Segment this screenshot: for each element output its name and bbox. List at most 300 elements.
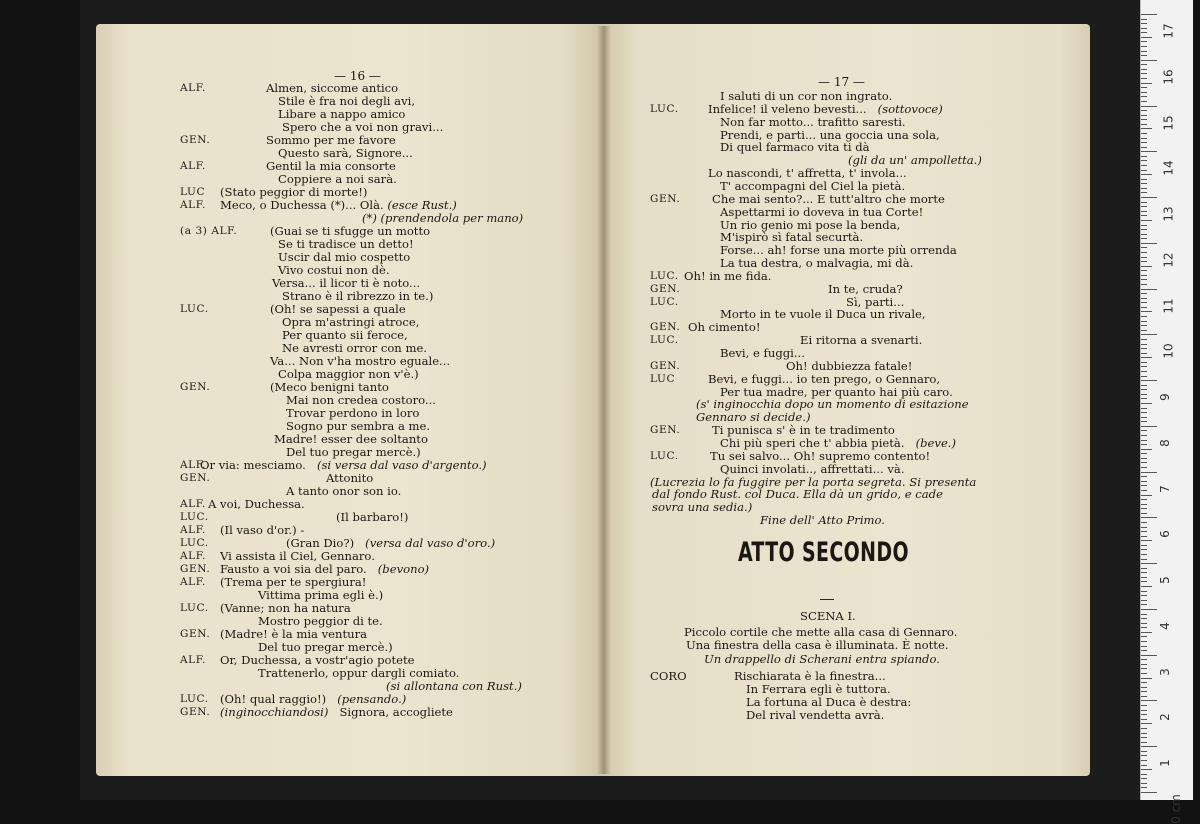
ruler-tick [1141,733,1147,734]
speaker-label: LUC. [650,269,679,282]
ruler-tick [1141,604,1147,605]
ruler-number: 6 [1157,530,1172,539]
book-spine [597,26,611,774]
verse-line: Ne avresti orror con me. [282,341,427,355]
speaker-label: LUC. [650,334,679,347]
verse-line: Attonito [326,471,374,485]
ruler-tick [1141,348,1147,349]
ruler-tick [1141,440,1147,441]
ruler-tick [1141,586,1152,587]
speaker-label: GEN. [180,628,211,640]
ruler-tick [1141,508,1147,509]
speaker-label: ALF. [180,199,206,211]
speaker-label: GEN. [180,381,211,393]
ruler-tick [1141,385,1147,386]
speaker-label: GEN. [180,134,211,146]
ruler-tick [1141,101,1147,102]
ruler-tick [1141,28,1147,29]
ruler-tick [1141,545,1147,546]
stage-direction: (*) (prendendola per mano) [362,211,524,225]
ruler-tick [1141,257,1147,258]
ruler-tick [1141,668,1147,669]
verse-line: Per tua madre, per quanto hai più caro. [720,384,953,399]
ruler-tick [1141,691,1147,692]
ruler-tick [1141,353,1147,354]
speaker-label: ALF. [180,550,206,562]
ruler-tick [1141,87,1147,88]
ruler-tick [1141,746,1157,747]
ruler-tick [1141,700,1157,701]
ruler-tick [1141,202,1147,203]
ruler-tick [1141,687,1147,688]
speaker-label: GEN. [650,192,681,205]
ruler-tick [1141,755,1147,756]
ruler-tick [1141,435,1147,436]
verse-line: Almen, siccome antico [266,81,399,95]
ruler-number: 1 [1157,759,1172,768]
stage-direction: Fine dell' Atto Primo. [760,513,885,528]
verse-line: Un rio genio mi pose la benda, [720,217,901,232]
verse-line: T' accompagni del Ciel la pietà. [720,178,906,193]
ruler-tick [1141,678,1152,679]
ruler-tick [1141,96,1147,97]
ruler-tick [1141,357,1152,358]
speaker-label: GEN. [650,424,681,437]
ruler-tick [1141,467,1147,468]
ruler-tick [1141,774,1147,775]
ruler-tick [1141,453,1147,454]
verse-line: Versa... il licor ti è noto... [272,276,421,290]
ruler-number: 14 [1161,160,1176,176]
speaker-label: GEN. [650,321,681,334]
verse-line: Questo sarà, Signore... [278,146,413,160]
ruler-tick [1141,636,1147,637]
ruler-tick [1141,316,1147,317]
ruler-tick [1141,247,1147,248]
ruler-tick [1141,270,1147,271]
speaker-label: ALF. [180,160,206,172]
ruler-tick [1141,760,1147,761]
ruler-tick [1141,69,1147,70]
ruler-number: 17 [1161,23,1176,39]
verse-line: Colpa maggior non v'è.) [278,367,419,381]
ruler-tick [1141,298,1147,299]
ruler-tick [1141,549,1147,550]
ruler-tick [1141,513,1147,514]
ruler-tick [1141,119,1147,120]
ruler-tick [1141,366,1147,367]
ruler-tick [1141,778,1147,779]
verse-line: A voi, Duchessa. [208,497,305,511]
ruler-tick [1141,394,1147,395]
ruler-tick [1141,55,1147,56]
speaker-label: GEN. [180,472,211,484]
ruler-tick [1141,238,1147,239]
verse-line: Libare a nappo amico [278,107,406,121]
verse-line: Vi assista il Ciel, Gennaro. [220,549,375,563]
speaker-label: ALF. [180,82,206,94]
ruler-tick [1141,472,1157,473]
stage-direction: sovra una sedia.) [652,500,753,515]
ruler-tick [1141,234,1147,235]
ruler-number: 8 [1157,439,1172,447]
ruler-number: 4 [1157,622,1172,630]
speaker-label: GEN. [180,563,211,575]
ruler-tick [1141,197,1157,198]
speaker-label: LUC [650,372,676,385]
verse-line: Rischiarata è la finestra... [734,669,886,683]
ruler-tick [1141,344,1147,345]
ruler-tick [1141,133,1147,134]
ruler-tick [1141,192,1147,193]
ruler-tick [1141,60,1157,61]
ruler-tick [1141,458,1147,459]
speaker-label: CORO [650,669,687,683]
ruler-tick [1141,490,1147,491]
verse-line: Strano è il ribrezzo in te.) [282,289,434,303]
verse-line: (Trema per te spergiura! [220,575,367,589]
ruler-number: 12 [1161,252,1176,268]
ruler-tick [1141,600,1147,601]
ruler-tick [1141,577,1147,578]
ruler-number: 15 [1161,114,1176,131]
ruler-tick [1141,179,1147,180]
ruler-tick [1141,307,1147,308]
ruler-tick [1141,714,1147,715]
ruler-tick [1141,330,1147,331]
verse-line: Va... Non v'ha mostro eguale... [270,354,451,368]
ruler-tick [1141,719,1147,720]
ruler-tick [1141,279,1147,280]
ruler-tick [1141,398,1147,399]
ruler-number: 9 [1157,393,1172,401]
ruler-tick [1141,462,1147,463]
ruler-tick [1141,380,1157,381]
verse-line: Mostro peggior di te. [258,614,383,628]
speaker-label: LUC. [180,303,209,315]
verse-line: Del rival vendetta avrà. [746,708,885,722]
verse-line: Spero che a voi non gravi... [282,120,444,134]
ruler-tick [1141,591,1147,592]
ruler-tick [1141,371,1147,372]
ruler-tick [1141,481,1147,482]
ruler-tick [1141,627,1147,628]
verse-line: Opra m'astringi atroce, [282,315,420,329]
verse-line: M'ispirò sì fatal securtà. [720,230,864,245]
ruler-tick [1141,321,1147,322]
speaker-label: GEN. [650,359,681,372]
ruler-tick [1141,618,1147,619]
verse-line: In Ferrara egli è tuttora. [746,682,891,696]
speaker-label: LUC. [180,602,209,614]
verse-line: Gentil la mia consorte [266,159,396,173]
ruler-tick [1141,696,1147,697]
ruler-tick [1141,517,1157,518]
ruler-tick [1141,147,1147,148]
ruler-tick [1141,444,1147,445]
speaker-label: (a 3) ALF. [180,225,238,237]
verse-line: Ei ritorna a svenarti. [800,333,923,348]
ruler-tick [1141,476,1147,477]
ruler-tick [1141,705,1147,706]
verse-line: Mai non credea costoro... [286,393,436,407]
verse-line: Del tuo pregar mercè.) [258,640,393,654]
ruler-tick [1141,614,1147,615]
ruler-tick [1141,554,1147,555]
ruler-tick [1141,92,1147,93]
ruler-tick [1141,572,1147,573]
ruler-number: 7 [1157,484,1172,493]
verse-line: Aspettarmi io doveva in tua Corte! [720,204,924,219]
divider [820,599,834,600]
verse-line: Bevi, e fuggi... io ten prego, o Gennaro, [708,371,941,386]
ruler-tick [1141,765,1147,766]
ruler-tick [1141,174,1152,175]
verse-line: Prendi, e parti... una goccia una sola, [720,127,940,142]
ruler-tick [1141,527,1147,528]
verse-line: Or, Duchessa, a vostr'agio potete [220,653,415,667]
speaker-label: GEN. [650,282,681,295]
ruler-tick [1141,389,1147,390]
act-heading: ATTO SECONDO [738,537,910,568]
verse-line: (Guai se ti sfugge un motto [270,224,431,238]
ruler-tick [1141,495,1152,496]
ruler-tick [1141,673,1147,674]
ruler-tick [1141,540,1152,541]
right-page [604,24,1090,776]
ruler-tick [1141,138,1147,139]
ruler-tick [1141,362,1147,363]
ruler-tick [1141,46,1147,47]
verse-line: Coppiere a noi sarà. [278,172,397,186]
stage-direction: (s' inginocchia dopo un momento di esitazione [696,397,969,412]
ruler-tick [1141,421,1147,422]
ruler-tick [1141,417,1147,418]
ruler-tick [1141,78,1147,79]
verse-line: Lo nascondi, t' affretta, t' invola... [708,166,907,181]
ruler-number: 13 [1161,206,1176,222]
ruler-tick [1141,650,1147,651]
verse-line: Per quanto sii feroce, [282,328,408,342]
verse-line: (Meco benigni tanto [270,380,389,394]
verse-line: Se ti tradisce un detto! [278,237,414,251]
ruler-tick [1141,531,1147,532]
ruler-number: 3 [1157,667,1172,676]
speaker-label: LUC. [650,102,679,115]
ruler-number: 11 [1161,297,1176,314]
ruler-tick [1141,334,1157,335]
ruler-tick [1141,64,1147,65]
stage-direction: (Lucrezia lo fa fuggire per la porta segreta. Si presenta [650,474,977,489]
stage-direction: (si allontana con Rust.) [386,679,522,693]
ruler-tick [1141,41,1147,42]
ruler-tick [1141,751,1147,752]
ruler-tick [1141,275,1147,276]
ruler-tick [1141,742,1147,743]
ruler-tick [1141,14,1157,15]
ruler-tick [1141,115,1147,116]
verse-line: Oh! in me fida. [684,268,772,283]
stage-direction: Un drappello di Scherani entra spiando. [704,652,940,666]
ruler-tick [1141,710,1147,711]
verse-line: Stile è fra noi degli avi, [278,94,416,108]
ruler-tick [1141,51,1147,52]
ruler-tick [1141,568,1147,569]
ruler-tick [1141,211,1147,212]
verse-line: Fausto a voi sia del paro. (bevono) [220,562,430,576]
verse-line: Madre! esser dee soltanto [274,432,428,446]
ruler-tick [1141,769,1152,770]
scene-description: Una finestra della casa è illuminata. È notte. [686,638,949,652]
speaker-label: ALF. [180,459,206,471]
ruler-tick [1141,37,1152,38]
verse-line: Sì, parti... [846,294,905,309]
ruler-tick [1141,73,1147,74]
speaker-label: LUC [180,186,206,198]
ruler-tick [1141,229,1147,230]
verse-line: Infelice! il veleno bevesti... (sottovoce) [708,101,943,116]
page-number: — 16 — [334,69,381,83]
ruler-tick [1141,641,1147,642]
ruler-tick [1141,243,1157,244]
ruler-number: 16 [1161,69,1176,85]
verse-line: A tanto onor son io. [286,484,402,498]
ruler-tick [1141,261,1147,262]
ruler-tick [1141,165,1147,166]
ruler-tick [1141,787,1147,788]
ruler-tick [1141,289,1157,290]
verse-line: (Oh! se sapessi a quale [270,302,406,316]
speaker-label: ALF. [180,524,206,536]
ruler-tick [1141,151,1157,152]
ruler-tick [1141,128,1152,129]
ruler-tick [1141,19,1147,20]
ruler-tick [1141,284,1147,285]
scene-description: Piccolo cortile che mette alla casa di Gennaro. [684,625,958,639]
verse-line: Or via: mesciamo. (si versa dal vaso d'argento.) [200,458,487,472]
ruler-tick [1141,403,1152,404]
verse-line: Trattenerlo, oppur dargli comiato. [258,666,460,680]
verse-line: (Stato peggior di morte!) [220,185,368,199]
ruler-tick [1141,659,1147,660]
verse-line: Tu sei salvo... Oh! supremo contento! [710,448,931,463]
ruler-tick [1141,220,1152,221]
speaker-label: LUC. [650,295,679,308]
ruler-tick [1141,215,1147,216]
ruler-tick [1141,106,1157,107]
ruler-tick [1141,563,1157,564]
verse-line: Uscir dal mio cospetto [278,250,411,264]
ruler-tick [1141,522,1147,523]
verse-line: In te, cruda? [828,281,903,296]
ruler-tick [1141,426,1157,427]
ruler-tick [1141,293,1147,294]
ruler-tick [1141,449,1152,450]
ruler-tick [1141,664,1147,665]
ruler-tick [1141,646,1147,647]
ruler-tick [1141,737,1147,738]
verse-line: Morto in te vuole il Duca un rivale, [720,307,926,322]
verse-line: Vittima prima egli è.) [258,588,384,602]
ruler-tick [1141,595,1147,596]
ruler-tick [1141,536,1147,537]
verse-line: Non far motto... trafitto saresti. [720,114,906,129]
verse-line: Quinci involati.., affrettati... và. [720,461,905,476]
ruler-tick [1141,723,1152,724]
ruler-tick [1141,23,1147,24]
speaker-label: ALF. [180,654,206,666]
verse-line: (inginocchiandosi) Signora, accogliete [220,705,453,719]
ruler-tick [1141,792,1157,793]
verse-line: (Il vaso d'or.) - [220,523,305,537]
verse-line: La fortuna al Duca è destra: [746,695,912,709]
verse-line: (Gran Dio?) (versa dal vaso d'oro.) [286,536,496,550]
ruler-number: 0 cm [1168,794,1183,824]
ruler-tick [1141,376,1147,377]
verse-line: Del tuo pregar mercè.) [286,445,421,459]
ruler-tick [1141,266,1152,267]
ruler-tick [1141,206,1147,207]
verse-line: (Madre! è la mia ventura [220,627,368,641]
ruler-number: 5 [1157,576,1172,584]
speaker-label: GEN. [180,706,211,718]
verse-line: I saluti di un cor non ingrato. [720,89,893,103]
ruler-tick [1141,728,1147,729]
ruler-tick [1141,156,1147,157]
ruler-tick [1141,504,1147,505]
ruler-tick [1141,170,1147,171]
stage-direction: (gli da un' ampolletta.) [848,153,982,168]
ruler-tick [1141,623,1147,624]
speaker-label: LUC. [180,693,209,705]
ruler-tick [1141,655,1157,656]
ruler-tick [1141,325,1147,326]
ruler-tick [1141,408,1147,409]
ruler-tick [1141,632,1152,633]
verse-line: Oh! dubbiezza fatale! [786,358,913,373]
ruler-tick [1141,32,1147,33]
verse-line: Meco, o Duchessa (*)... Olà. (esce Rust.) [220,198,457,212]
scene-title: SCENA I. [800,609,856,623]
ruler-tick [1141,124,1147,125]
ruler-tick [1141,485,1147,486]
ruler-number: 10 [1161,343,1176,359]
verse-line: Oh cimento! [688,320,761,335]
verse-line: Ti punisca s' è in te tradimento [712,423,895,438]
ruler-tick [1141,110,1147,111]
ruler-tick [1141,225,1147,226]
ruler-tick [1141,183,1147,184]
verse-line: (Oh! qual raggio!) (pensando.) [220,692,407,706]
speaker-label: ALF. [180,498,206,510]
measuring-ruler [1140,0,1193,824]
speaker-label: LUC. [180,537,209,549]
ruler-tick [1141,252,1147,253]
ruler-tick [1141,430,1147,431]
ruler-tick [1141,609,1157,610]
verse-line: (Il barbaro!) [336,510,409,524]
ruler-tick [1141,499,1147,500]
speaker-label: LUC. [180,511,209,523]
verse-line: Trovar perdono in loro [286,406,420,420]
stage-direction: dal fondo Rust. col Duca. Ella dà un grido, e cade [652,487,943,502]
ruler-tick [1141,412,1147,413]
ruler-tick [1141,311,1152,312]
ruler-number: 2 [1157,713,1172,722]
speaker-label: LUC. [650,449,679,462]
speaker-label: ALF. [180,576,206,588]
ruler-tick [1141,160,1147,161]
